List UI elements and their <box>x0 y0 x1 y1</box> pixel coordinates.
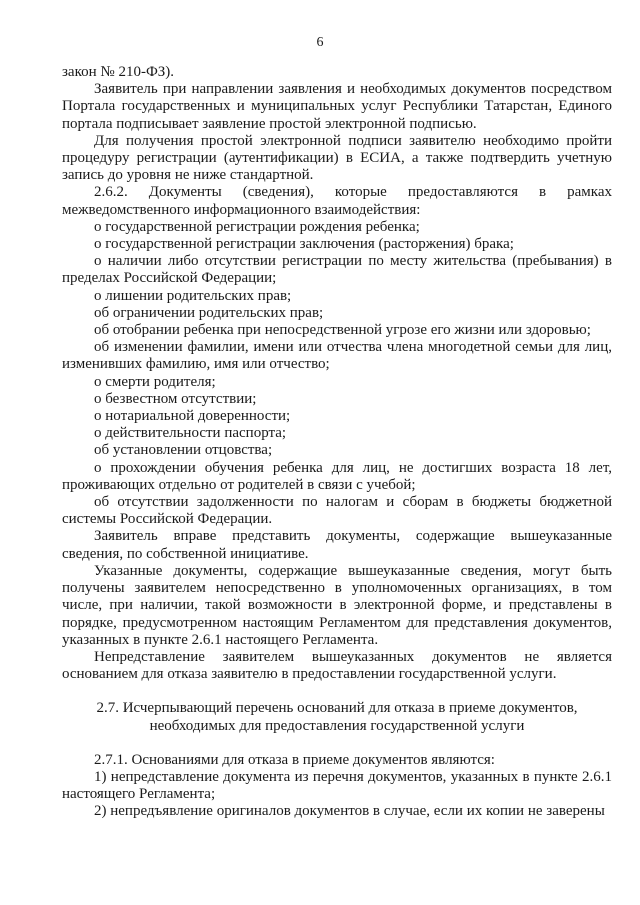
list-item: о государственной регистрации рождения ребенка; <box>94 218 420 235</box>
section-spacer <box>62 735 612 752</box>
document-body <box>62 64 612 821</box>
list-item: об отобрании ребенка при непосредственной угрозе его жизни или здоровью; <box>94 322 591 339</box>
list-item: о прохождении обучения ребенка для лиц, не достигших возраста 18 лет, проживающих отдельно от родителей в связи с учебой; <box>62 459 612 493</box>
list-item: 2) непредъявление оригиналов документов в случае, если их копии не заверены <box>94 803 605 820</box>
paragraph-2-6-2: 2.6.2. Документы (сведения), которые предоставляются в рамках межведомственного информационного взаимодействия: <box>62 184 612 218</box>
paragraph-non-submission: Непредставление заявителем вышеуказанных документов не является основанием для отказа заявителю в предоставлении государственной услуги. <box>62 648 612 683</box>
list-item: о безвестном отсутствии; <box>94 390 257 407</box>
paragraph-2-7-1: 2.7.1. Основаниями для отказа в приеме документов являются: <box>94 751 495 768</box>
list-item: об изменении фамилии, имени или отчества члена многодетной семьи для лиц, изменивших фамилию, имя или отчество; <box>62 339 612 373</box>
paragraph-esia-registration: Для получения простой электронной подписи заявителю необходимо пройти процедуру регистрации (аутентификации) в ЕСИА, а также подтвердить учетную запись до уровня не ниже стандартной. <box>62 132 612 184</box>
list-item: 1) непредставление документа из перечня документов, указанных в пункте 2.6.1 настоящего Регламента; <box>62 768 612 803</box>
list-item: о лишении родительских прав; <box>94 287 292 304</box>
list-item: о смерти родителя; <box>94 373 216 390</box>
paragraph-documents-obtained: Указанные документы, содержащие вышеуказанные сведения, могут быть получены заявителем непосредственно в уполномоченных организациях, в том числе, при наличии, такой возможности в электронной форме, и представлены в порядке, предусмотренном настоящим Регламентом для представления документов, указанных в пункте 2.6.1 настоящего Регламента. <box>62 562 612 648</box>
list-item: о наличии либо отсутствии регистрации по месту жительства (пребывания) в пределах Российской Федерации; <box>62 253 612 287</box>
list-item: об ограничении родительских прав; <box>94 304 324 321</box>
list-item: о нотариальной доверенности; <box>94 408 291 425</box>
list-item: об отсутствии задолженности по налогам и сборам в бюджеты бюджетной системы Российской Федерации. <box>62 494 612 528</box>
paragraph-law-ref: закон № 210-ФЗ). <box>62 64 175 80</box>
list-item: о действительности паспорта; <box>94 425 287 442</box>
paragraph-esignature: Заявитель при направлении заявления и необходимых документов посредством Портала государственных и муниципальных услуг Республики Татарстан, Единого портала подписывает заявление простой электронной подписью. <box>62 81 612 132</box>
list-item: об установлении отцовства; <box>94 442 273 459</box>
paragraph-own-initiative: Заявитель вправе представить документы, содержащие вышеуказанные сведения, по собственной инициативе. <box>62 528 612 562</box>
section-heading-2-7: 2.7. Исчерпывающий перечень оснований для отказа в приеме документов, необходимых для предоставления государственной услуги <box>96 700 578 734</box>
section-spacer <box>62 683 612 700</box>
list-item: о государственной регистрации заключения (расторжения) брака; <box>94 236 514 253</box>
page-number: 6 <box>316 35 324 50</box>
